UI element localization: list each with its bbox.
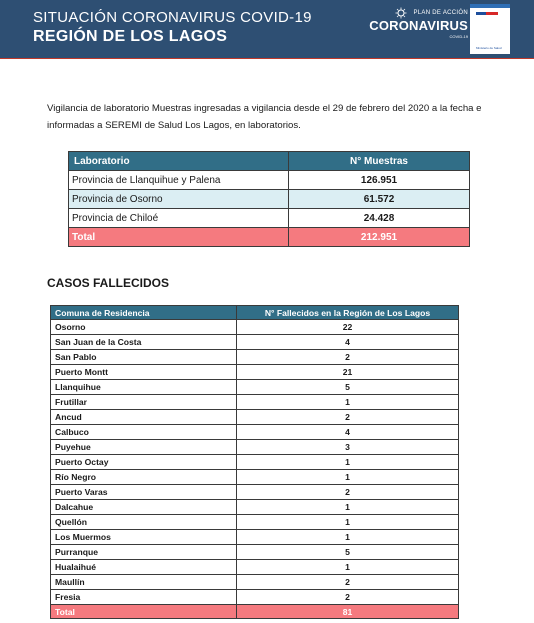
comuna-name: Río Negro xyxy=(51,470,237,485)
total-value: 81 xyxy=(237,605,459,619)
table-row xyxy=(51,395,459,410)
table-row xyxy=(51,590,459,605)
comuna-name: Purranque xyxy=(51,545,237,560)
table-row xyxy=(51,440,459,455)
lab-name: Provincia de Osorno xyxy=(69,190,289,209)
lab-samples: 61.572 xyxy=(289,190,470,209)
table-row xyxy=(51,485,459,500)
table-row xyxy=(51,470,459,485)
brand-name: CORONAVIRUS xyxy=(369,18,468,33)
government-logo xyxy=(470,4,510,54)
brand-plan-label: PLAN DE ACCIÓN xyxy=(413,10,468,16)
death-count: 1 xyxy=(237,500,459,515)
death-count: 21 xyxy=(237,365,459,380)
comuna-name: Ancud xyxy=(51,410,237,425)
death-count: 1 xyxy=(237,455,459,470)
death-count: 2 xyxy=(237,410,459,425)
comuna-name: Puerto Varas xyxy=(51,485,237,500)
header-rule xyxy=(0,58,534,59)
table-row xyxy=(51,365,459,380)
table-row xyxy=(51,425,459,440)
logo-red-bar xyxy=(486,12,498,15)
column-header-laboratorio: Laboratorio xyxy=(69,152,289,171)
death-count: 1 xyxy=(237,560,459,575)
table-row xyxy=(51,515,459,530)
comuna-name: Dalcahue xyxy=(51,500,237,515)
comuna-name: Puerto Octay xyxy=(51,455,237,470)
death-count: 2 xyxy=(237,590,459,605)
comuna-name: Los Muermos xyxy=(51,530,237,545)
logo-ministry-text: Ministerio de Salud xyxy=(476,46,502,50)
table-total-row xyxy=(69,228,470,247)
comuna-name: Frutillar xyxy=(51,395,237,410)
comuna-name: Puyehue xyxy=(51,440,237,455)
table-row xyxy=(51,350,459,365)
death-count: 1 xyxy=(237,395,459,410)
comuna-name: San Pablo xyxy=(51,350,237,365)
death-count: 5 xyxy=(237,380,459,395)
table-row xyxy=(51,500,459,515)
table-row xyxy=(69,190,470,209)
lab-name: Provincia de Chiloé xyxy=(69,209,289,228)
comuna-name: Fresia xyxy=(51,590,237,605)
lab-samples: 126.951 xyxy=(289,171,470,190)
table-row xyxy=(51,560,459,575)
lab-samples: 24.428 xyxy=(289,209,470,228)
logo-blue-bar xyxy=(476,12,486,15)
column-header-fallecidos: N° Fallecidos en la Región de Los Lagos xyxy=(237,306,459,320)
death-count: 1 xyxy=(237,515,459,530)
comuna-name: Osorno xyxy=(51,320,237,335)
intro-paragraph: Vigilancia de laboratorio Muestras ingresadas a vigilancia desde el 29 de febrero del 2020 a la fecha e informadas a SEREMI de Salud Los Lagos, en laboratorios. xyxy=(47,103,482,131)
death-count: 2 xyxy=(237,350,459,365)
table-row xyxy=(51,335,459,350)
header-title-line1: SITUACIÓN CORONAVIRUS COVID-19 xyxy=(33,9,312,26)
comuna-name: Llanquihue xyxy=(51,380,237,395)
table-row xyxy=(51,530,459,545)
coronavirus-brand xyxy=(368,10,468,39)
laboratory-table xyxy=(68,151,470,247)
table-row xyxy=(51,455,459,470)
deaths-section-title: CASOS FALLECIDOS xyxy=(47,276,170,290)
table-row xyxy=(51,545,459,560)
table-row xyxy=(69,171,470,190)
column-header-comuna: Comuna de Residencia xyxy=(51,306,237,320)
death-count: 22 xyxy=(237,320,459,335)
table-row xyxy=(51,320,459,335)
column-header-muestras: N° Muestras xyxy=(289,152,470,171)
page-header xyxy=(0,0,534,58)
total-label: Total xyxy=(51,605,237,619)
total-label: Total xyxy=(69,228,289,247)
death-count: 4 xyxy=(237,425,459,440)
death-count: 1 xyxy=(237,530,459,545)
total-value: 212.951 xyxy=(289,228,470,247)
table-row xyxy=(51,380,459,395)
comuna-name: San Juan de la Costa xyxy=(51,335,237,350)
death-count: 5 xyxy=(237,545,459,560)
comuna-name: Hualaihué xyxy=(51,560,237,575)
lab-name: Provincia de Llanquihue y Palena xyxy=(69,171,289,190)
death-count: 3 xyxy=(237,440,459,455)
comuna-name: Calbuco xyxy=(51,425,237,440)
comuna-name: Maullín xyxy=(51,575,237,590)
death-count: 2 xyxy=(237,485,459,500)
header-title-line2: REGIÓN DE LOS LAGOS xyxy=(33,28,228,45)
table-header-row xyxy=(69,152,470,171)
death-count: 1 xyxy=(237,470,459,485)
death-count: 4 xyxy=(237,335,459,350)
comuna-name: Quellón xyxy=(51,515,237,530)
brand-sub: COVID-19 xyxy=(449,34,468,39)
deaths-table xyxy=(50,305,459,619)
death-count: 2 xyxy=(237,575,459,590)
table-total-row xyxy=(51,605,459,619)
comuna-name: Puerto Montt xyxy=(51,365,237,380)
table-row xyxy=(51,575,459,590)
table-row xyxy=(51,410,459,425)
table-header-row xyxy=(51,306,459,320)
table-row xyxy=(69,209,470,228)
